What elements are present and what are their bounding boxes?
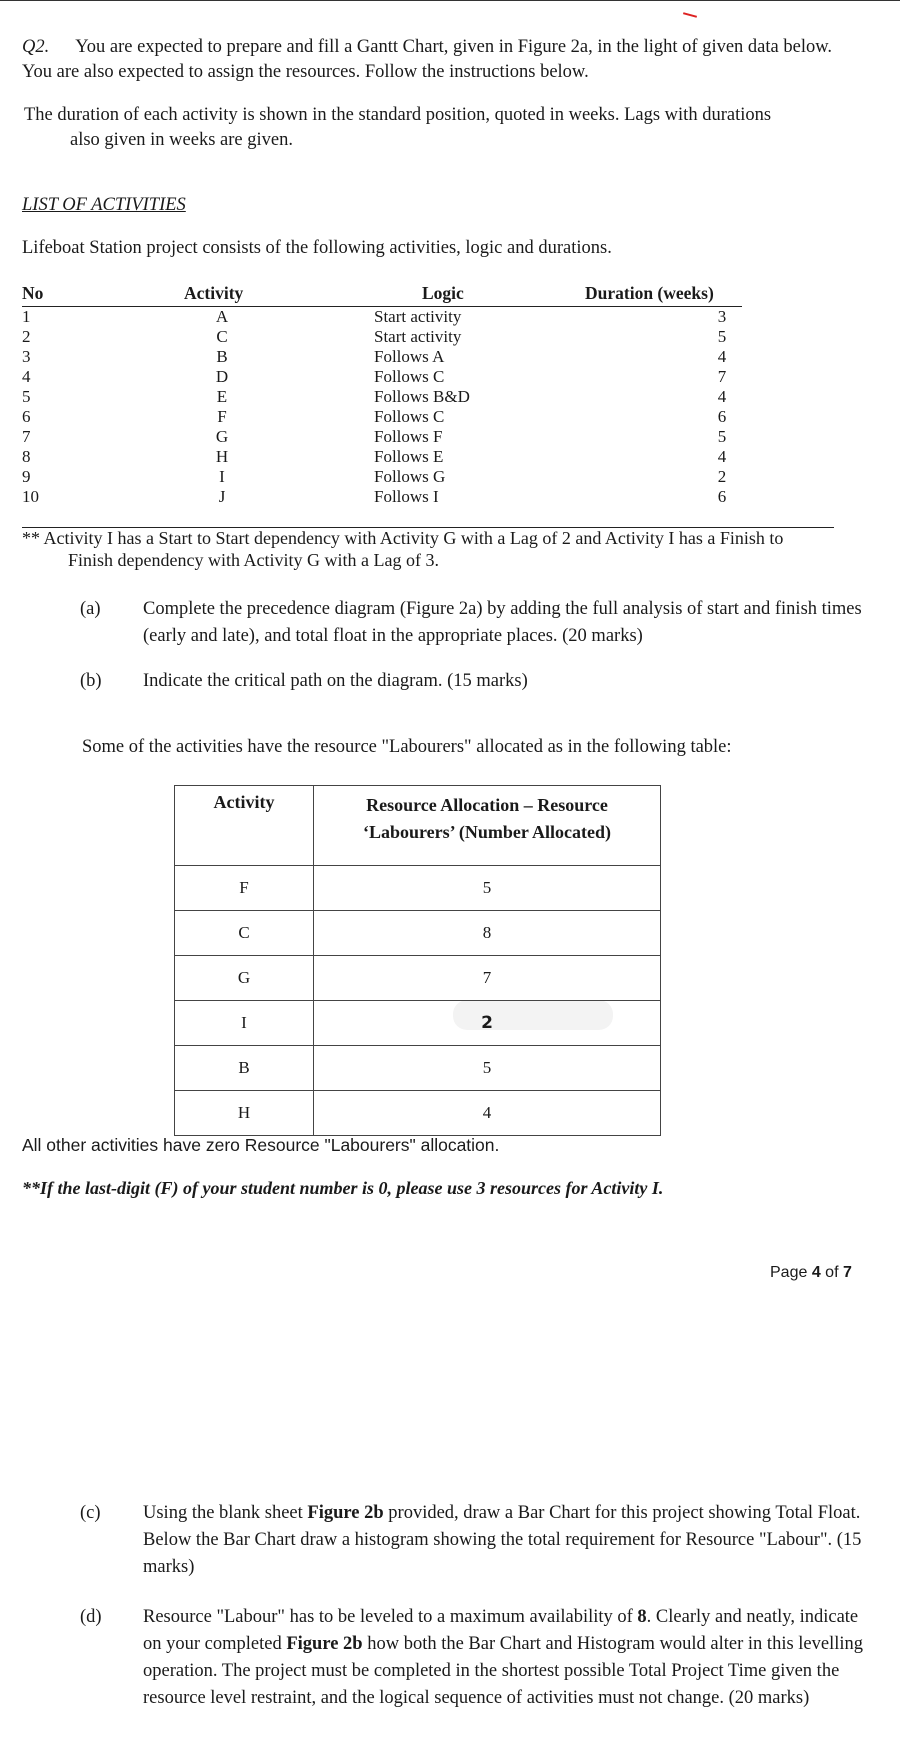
activities-heading: LIST OF ACTIVITIES: [22, 195, 186, 215]
resource-header-line2: ‘Labourers’ (Number Allocated): [363, 822, 611, 842]
resource-allocated: 8: [314, 911, 661, 956]
table-row: [22, 406, 834, 428]
resource-header-line1: Resource Allocation – Resource: [366, 795, 608, 815]
cell-activity: B: [216, 347, 228, 366]
resource-activity: H: [175, 1091, 314, 1136]
table-row: [175, 956, 661, 1001]
cell-duration: 4: [717, 447, 727, 466]
cell-no: 1: [22, 307, 31, 326]
cell-activity: J: [218, 487, 226, 506]
table-row: [175, 911, 661, 956]
question-header: [22, 35, 882, 85]
intro-line1: The duration of each activity is shown in the standard position, quoted in weeks. Lags with durations: [24, 105, 772, 125]
resource-allocated-handwritten: 2: [314, 1001, 661, 1046]
part-d-text-1: Resource "Labour" has to be leveled to a maximum availability of: [143, 1607, 638, 1627]
part-d-bold-2: Figure 2b: [286, 1634, 363, 1654]
part-b-label: (b): [80, 671, 102, 691]
cell-duration: 2: [717, 467, 727, 486]
cell-activity: F: [217, 407, 227, 426]
part-c-text: [143, 1500, 870, 1581]
question-number: Q2.: [22, 37, 50, 57]
cell-logic: Follows I: [374, 487, 439, 506]
page-prefix: Page: [770, 1264, 812, 1281]
cell-duration: 6: [717, 487, 727, 506]
header-logic: Logic: [422, 283, 464, 303]
header-duration: Duration (weeks): [585, 283, 714, 303]
part-a: [80, 596, 870, 652]
dependency-note: [22, 527, 882, 571]
part-d-bold-1: 8: [637, 1607, 647, 1627]
cell-no: 3: [22, 347, 31, 366]
table-row: [22, 366, 834, 388]
page-total: 7: [842, 1264, 852, 1281]
part-c: [80, 1500, 870, 1584]
cell-duration: 4: [717, 387, 727, 406]
table-row: [22, 326, 834, 348]
header-activity: Activity: [184, 283, 244, 303]
student-number-note: **If the last-digit (F) of your student number is 0, please use 3 resources for Activity I.: [22, 1178, 664, 1198]
cell-activity: C: [216, 327, 228, 346]
table-row: [175, 1091, 661, 1136]
part-d-text-2: . Clearly and neatly, indicate on your completed: [143, 1607, 859, 1654]
cell-no: 4: [22, 367, 31, 386]
part-c-text-2: provided, draw a Bar Chart for this project showing Total Float. Below the Bar Chart draw a histogram showing the total requirement for Resource "Labour". (15 marks): [143, 1503, 862, 1577]
page-number: [770, 1264, 852, 1282]
cell-activity: D: [215, 367, 229, 386]
table-row: [22, 386, 834, 408]
page-top-rule: [0, 0, 900, 1]
resource-allocated: 5: [314, 866, 661, 911]
part-c-bold: Figure 2b: [307, 1503, 384, 1523]
part-b-text: Indicate the critical path on the diagram. (15 marks): [143, 671, 528, 691]
cell-logic: Follows B&D: [374, 387, 470, 406]
part-a-label: (a): [80, 599, 101, 619]
part-d: [80, 1604, 870, 1744]
resource-activity: G: [175, 956, 314, 1001]
cell-duration: 4: [717, 347, 727, 366]
pen-mark: [683, 12, 697, 18]
part-c-text-1: Using the blank sheet: [143, 1503, 308, 1523]
table-row: [22, 346, 834, 368]
cell-duration: 3: [717, 307, 727, 326]
resource-allocated: 5: [314, 1046, 661, 1091]
cell-activity: G: [215, 427, 229, 446]
cell-logic: Follows C: [374, 407, 445, 426]
table-row: [175, 1001, 661, 1046]
resource-allocated: 7: [314, 956, 661, 1001]
dependency-note-line1: ** Activity I has a Start to Start dependency with Activity G with a Lag of 2 and Activity I has a Finish to: [22, 528, 784, 548]
dependency-note-line2: Finish dependency with Activity G with a Lag of 3.: [68, 550, 439, 570]
header-no: No: [22, 283, 44, 303]
part-d-text-3: how both the Bar Chart and Histogram would alter in this levelling operation. The project must be completed in the shortest possible Total Project Time given the resource level restraint, and the logical sequence of activities must not change. (20 marks): [143, 1634, 864, 1708]
resource-activity: B: [175, 1046, 314, 1091]
resource-header-activity: Activity: [175, 786, 314, 866]
resource-header-row: [175, 786, 661, 866]
cell-no: 7: [22, 427, 31, 446]
cell-duration: 7: [717, 367, 727, 386]
page-current: 4: [811, 1264, 821, 1281]
part-c-label: (c): [80, 1503, 101, 1523]
resource-allocated: 4: [314, 1091, 661, 1136]
cell-activity: H: [215, 447, 229, 466]
table-row: [175, 866, 661, 911]
page-middle: of: [820, 1264, 843, 1281]
question-text-line2: You are also expected to assign the resources. Follow the instructions below.: [22, 62, 589, 82]
cell-no: 9: [22, 467, 31, 486]
cell-no: 2: [22, 327, 31, 346]
table-row: [22, 466, 834, 488]
resource-table: [174, 785, 661, 1136]
part-d-label: (d): [80, 1607, 102, 1627]
cell-duration: 5: [717, 327, 727, 346]
cell-activity: I: [219, 467, 225, 486]
part-a-text: Complete the precedence diagram (Figure 2a) by adding the full analysis of start and finish times (early and late), and total float in the appropriate places. (20 marks): [143, 599, 862, 646]
cell-logic: Follows A: [374, 347, 445, 366]
intro-paragraph: [24, 103, 874, 153]
cell-logic: Start activity: [374, 307, 462, 326]
cell-logic: Follows F: [374, 427, 443, 446]
part-b: [80, 668, 870, 696]
resource-activity: I: [175, 1001, 314, 1046]
cell-logic: Follows G: [374, 467, 446, 486]
cell-no: 6: [22, 407, 31, 426]
resource-activity: F: [175, 866, 314, 911]
cell-duration: 5: [717, 427, 727, 446]
table-row: [22, 446, 834, 468]
intro-line2: also given in weeks are given.: [70, 130, 293, 150]
table-row: [22, 306, 834, 328]
cell-no: 5: [22, 387, 31, 406]
cell-logic: Start activity: [374, 327, 462, 346]
table-row: [175, 1046, 661, 1091]
cell-activity: E: [216, 387, 228, 406]
cell-duration: 6: [717, 407, 727, 426]
cell-logic: Follows C: [374, 367, 445, 386]
cell-logic: Follows E: [374, 447, 444, 466]
cell-activity: A: [215, 307, 229, 326]
cell-no: 10: [22, 487, 39, 506]
part-d-text: [143, 1604, 870, 1712]
activities-lead: Lifeboat Station project consists of the following activities, logic and durations.: [22, 238, 612, 258]
table-row: [22, 486, 834, 508]
question-text-line1: You are expected to prepare and fill a Gantt Chart, given in Figure 2a, in the light of given data below.: [75, 37, 832, 57]
resource-activity: C: [175, 911, 314, 956]
resource-header-allocation: [314, 786, 661, 866]
resource-intro: Some of the activities have the resource "Labourers" allocated as in the following table:: [82, 737, 732, 757]
table-row: [22, 426, 834, 448]
other-activities-note: All other activities have zero Resource "Labourers" allocation.: [22, 1135, 500, 1155]
cell-no: 8: [22, 447, 31, 466]
